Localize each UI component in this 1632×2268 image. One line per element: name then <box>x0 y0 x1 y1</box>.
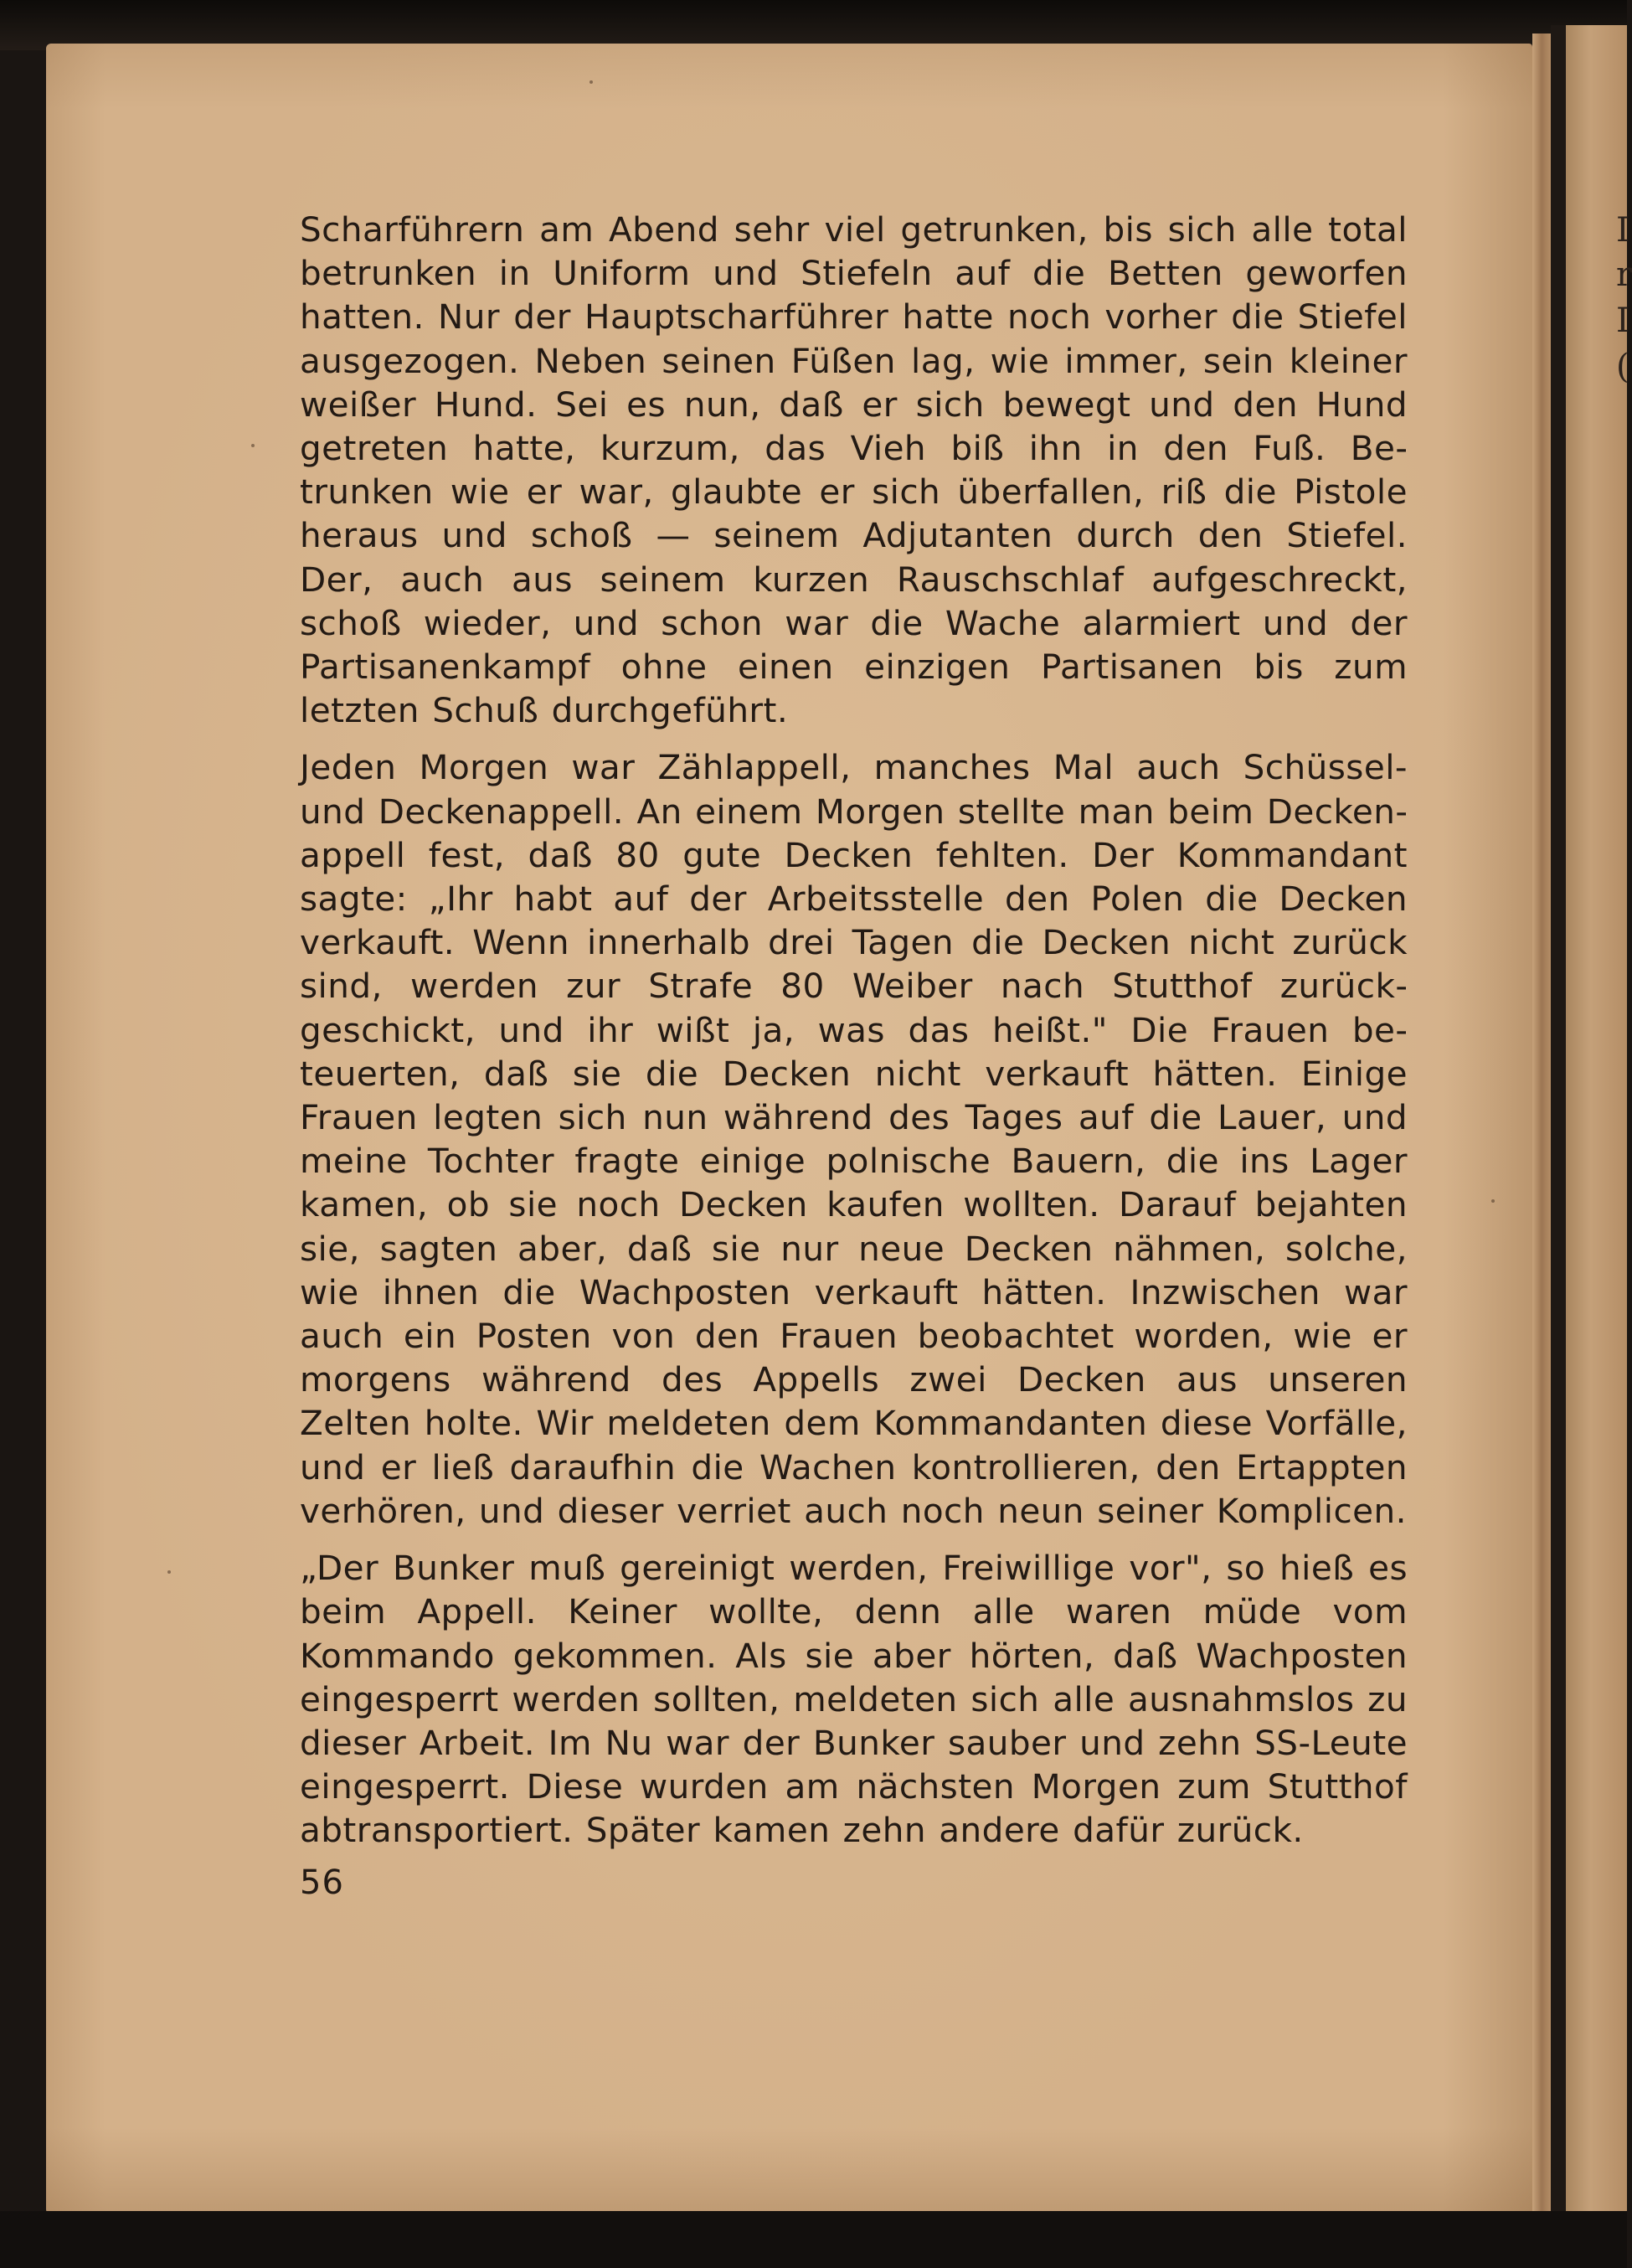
paragraph: „Der Bunker muß gereinigt werden, Freiwillige vor", so hieß es beim Appell. Keiner wollte, denn alle waren müde vom Kommando gekommen. Als sie aber hörten, daß Wachposten eingesperrt werden sollten, meldeten sich alle ausnahmslos zu dieser Arbeit. Im Nu war der Bunker sauber und zehn SS-Leute eingesperrt. Diese wurden am nächsten Morgen zum Stutthof abtransportiert. Später kamen zehn andere dafür zurück. <box>300 1548 1408 1851</box>
paper-speck <box>589 80 593 84</box>
paper-speck <box>167 1570 171 1574</box>
page-number: 56 <box>300 1863 344 1902</box>
body-text <box>300 208 1408 1853</box>
top-shadow <box>0 0 1627 50</box>
next-page-glyph: I <box>1616 211 1629 250</box>
next-page-glyph: I <box>1616 302 1629 340</box>
bottom-shadow <box>0 2211 1627 2268</box>
next-page-glyph: ( <box>1616 348 1629 386</box>
paper-speck <box>1491 1199 1495 1203</box>
paragraph: Scharführern am Abend sehr viel getrunken, bis sich alle total betrunken in Uniform und Stiefeln auf die Betten geworfen hatten. Nur der Hauptscharführer hatte noch vorher die Stiefel ausgezogen. Neben seinen Füßen lag, wie immer, sein kleiner weißer Hund. Sei es nun, daß er sich bewegt und den Hund getreten hatte, kurzum, das Vieh biß ihn in den Fuß. Betrunken wie er war, glaubte er sich überfallen, riß die Pistole heraus und schoß — seinem Adjutanten durch den Stiefel. Der, auch aus seinem kurzen Rauschschlaf aufgeschreckt, schoß wieder, und schon war die Wache alarmiert und der Partisanenkampf ohne einen einzigen Partisanen bis zum letzten Schuß durchgeführt. <box>300 209 1408 731</box>
paper-speck <box>251 444 255 447</box>
paragraph: Jeden Morgen war Zählappell, manches Mal auch Schüssel- und Deckenappell. An einem Morgen stellte man beim Deckenappell fest, daß 80 gute Decken fehlten. Der Kommandant sagte: „Ihr habt auf der Arbeitsstelle den Polen die Decken verkauft. Wenn innerhalb drei Tagen die Decken nicht zurück sind, werden zur Strafe 80 Weiber nach Stutthof zurückgeschickt, und ihr wißt ja, was das heißt." Die Frauen beteuerten, daß sie die Decken nicht verkauft hätten. Einige Frauen legten sich nun während des Tages auf die Lauer, und meine Tochter fragte einige polnische Bauern, die ins Lager kamen, ob sie noch Decken kaufen wollten. Darauf bejahten sie, sagten aber, daß sie nur neue Decken nähmen, solche, wie ihnen die Wachposten verkauft hätten. Inzwischen war auch ein Posten von den Frauen beobachtet worden, wie er morgens während des Appells zwei Decken aus unseren Zelten holte. Wir meldeten dem Kommandanten diese Vorfälle, und er ließ daraufhin die Wachen kontrollieren, den Ertappten verhören, und dieser verriet auch noch neun seiner Komplicen. <box>300 747 1408 1531</box>
spine-gap <box>1551 25 1566 2236</box>
page-edge <box>1532 34 1551 2219</box>
next-page-glyph: r <box>1616 255 1632 294</box>
next-page-edge <box>1566 25 1632 2219</box>
